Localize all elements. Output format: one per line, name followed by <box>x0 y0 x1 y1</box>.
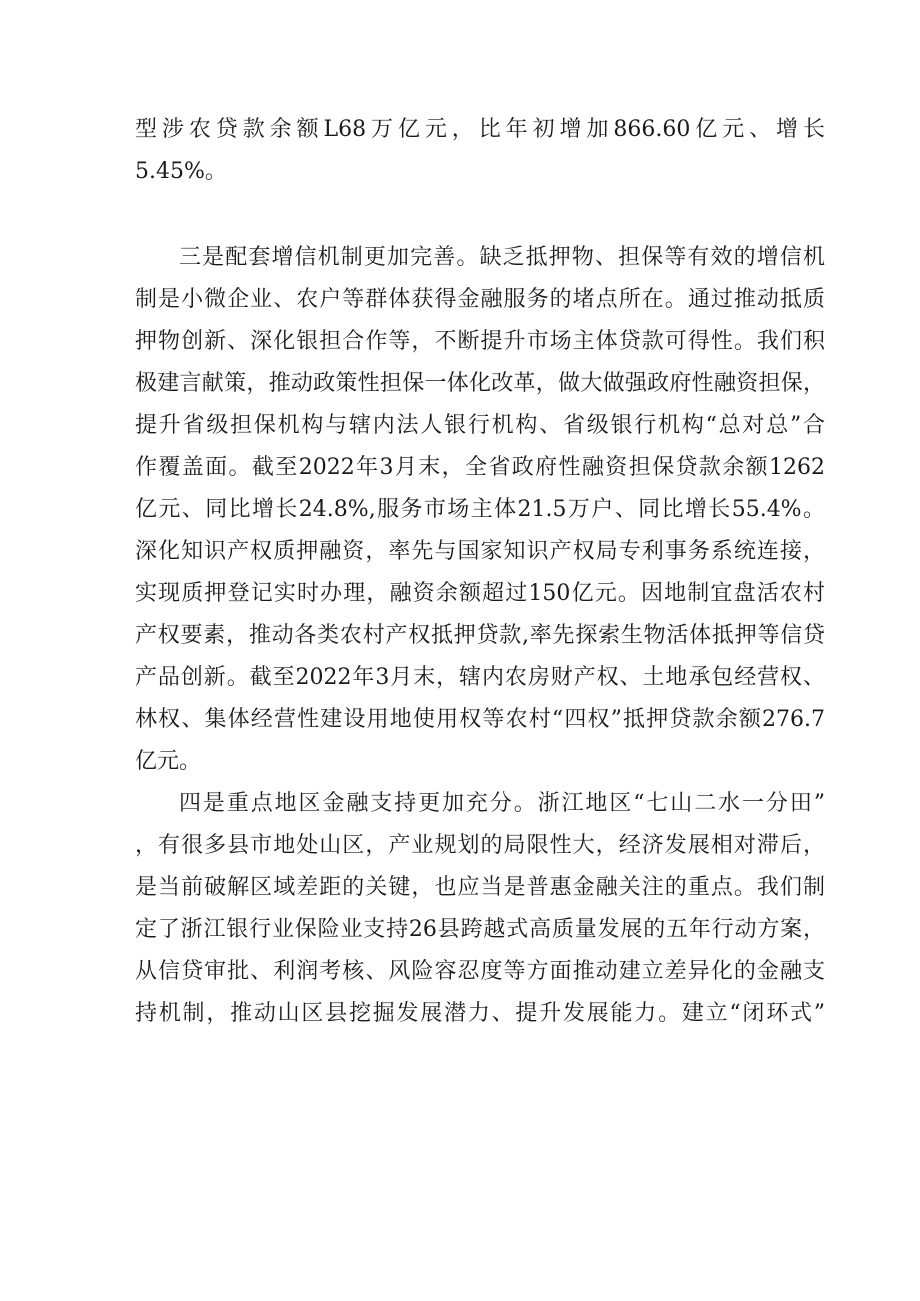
text-line: 四是重点地区金融支持更加充分。浙江地区“七山二水一分田” <box>179 791 825 816</box>
text-line: 产品创新。截至2022年3月末，辖内农房财产权、土地承包经营权、 <box>135 665 825 690</box>
text-line: 从信贷审批、利润考核、风险容忍度等方面推动建立差异化的金融支 <box>135 959 825 984</box>
text-line: ，有很多县市地处山区，产业规划的局限性大，经济发展相对滞后， <box>135 833 825 858</box>
text-line: 产权要素，推动各类农村产权抵押贷款,率先探索生物活体抵押等信贷 <box>135 623 825 648</box>
text-line: 定了浙江银行业保险业支持26县跨越式高质量发展的五年行动方案， <box>135 917 825 942</box>
text-line: 极建言献策，推动政策性担保一体化改革，做大做强政府性融资担保， <box>135 371 825 396</box>
text-line: 型涉农贷款余额L68万亿元，比年初增加866.60亿元、增长 <box>135 117 825 142</box>
text-line: 亿元、同比增长24.8%,服务市场主体21.5万户、同比增长55.4%。 <box>135 497 825 522</box>
text-line: 林权、集体经营性建设用地使用权等农村“四权”抵押贷款余额276.7 <box>135 707 825 732</box>
text-line: 押物创新、深化银担合作等，不断提升市场主体贷款可得性。我们积 <box>135 329 825 354</box>
text-line: 三是配套增信机制更加完善。缺乏抵押物、担保等有效的增信机 <box>179 245 825 270</box>
text-line: 作覆盖面。截至2022年3月末，全省政府性融资担保贷款余额1262 <box>135 455 825 480</box>
text-line: 深化知识产权质押融资，率先与国家知识产权局专利事务系统连接， <box>135 539 825 564</box>
text-line: 亿元。 <box>135 749 202 774</box>
text-line: 是当前破解区域差距的关键，也应当是普惠金融关注的重点。我们制 <box>135 875 825 900</box>
text-line: 提升省级担保机构与辖内法人银行机构、省级银行机构“总对总”合 <box>135 413 825 438</box>
text-line: 持机制，推动山区县挖掘发展潜力、提升发展能力。建立“闭环式” <box>135 1001 825 1026</box>
text-line: 实现质押登记实时办理，融资余额超过150亿元。因地制宜盘活农村 <box>135 581 825 606</box>
text-line: 5.45%。 <box>135 159 227 184</box>
text-line: 制是小微企业、农户等群体获得金融服务的堵点所在。通过推动抵质 <box>135 287 825 312</box>
